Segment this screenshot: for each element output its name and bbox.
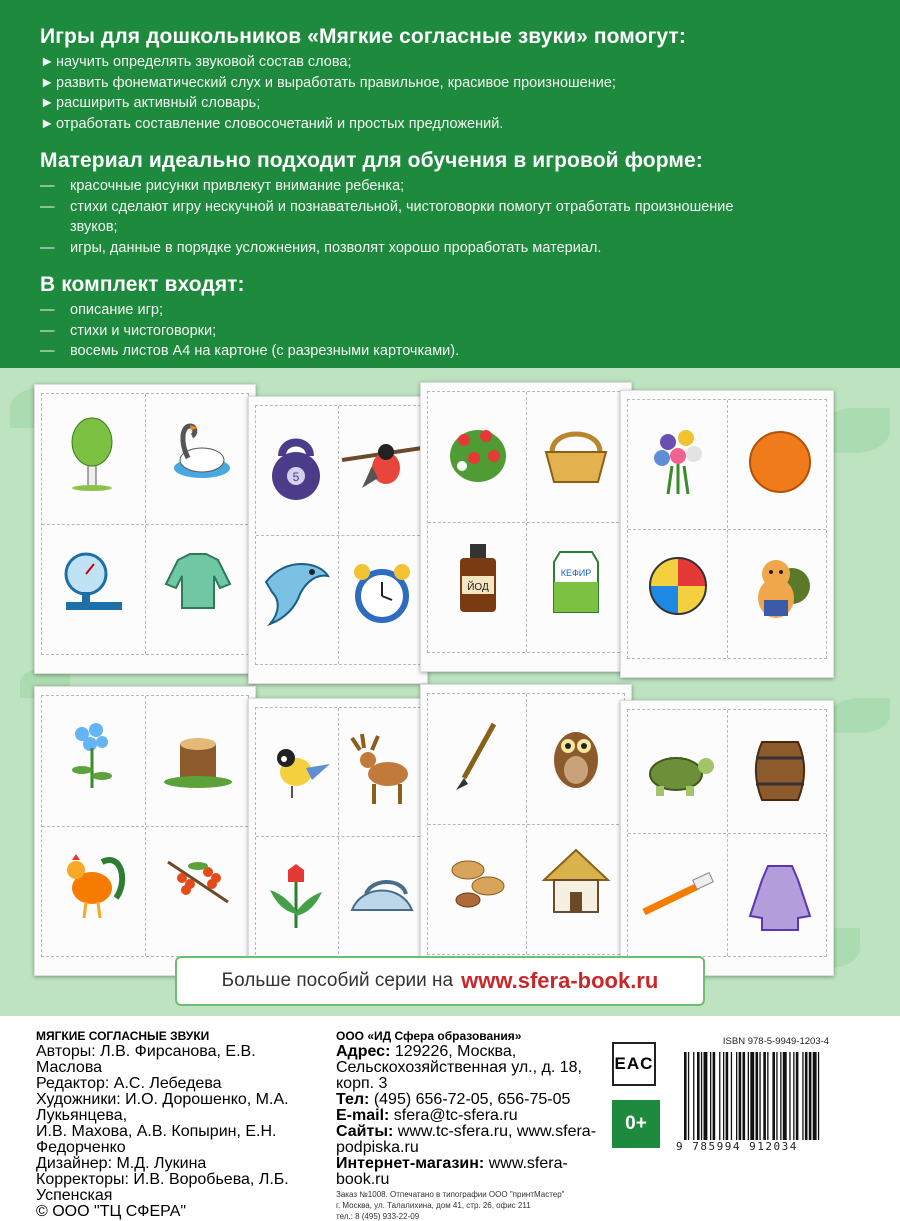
list-item: — описание игр; <box>40 302 164 318</box>
toothbrush-icon <box>633 851 723 941</box>
owl-icon <box>531 709 621 799</box>
info-panel <box>0 0 900 368</box>
list-item: — восемь листов А4 на картоне (с разрезными карточками). <box>40 343 460 359</box>
strawberry-plant-icon <box>433 407 523 497</box>
barrel-icon <box>735 725 825 815</box>
rowan-berries-icon <box>153 837 243 927</box>
publisher-phone: (495) 656-72-05, 656-75-05 <box>373 1091 571 1108</box>
forget-me-not-icon <box>47 709 137 799</box>
moose-icon <box>337 723 427 813</box>
orange-icon <box>735 415 825 505</box>
kefir-carton-icon <box>531 533 621 623</box>
print-info: г. Москва, ул. Талалихина, дом 41, стр. 26, офис 211 <box>336 1201 531 1210</box>
card-sheet <box>248 698 428 984</box>
list-item: — стихи и чистоговорки; <box>40 322 217 339</box>
publisher-address: Сельскохозяйственная ул., д. 18, корп. 3 <box>336 1059 582 1092</box>
card-sheet <box>620 390 834 678</box>
swan-icon <box>153 407 243 497</box>
card-sheet <box>248 396 428 684</box>
print-info: Заказ №1008. Отпечатано в типографии ООО "принтМастер" <box>336 1190 565 1199</box>
publisher-sites-link[interactable]: www.tc-sfera.ru, www.sfera-podpiska.ru <box>336 1123 597 1156</box>
publisher-shop-link[interactable]: www.sfera-book.ru <box>336 1155 568 1188</box>
publisher-title: ООО «ИД Сфера образования» <box>336 1029 522 1043</box>
website-banner[interactable] <box>175 956 705 1006</box>
card-sheet <box>420 684 632 974</box>
tree-stump-icon <box>153 709 243 799</box>
credits-line: Корректоры: И.В. Воробьева, Л.Б. Успенская <box>36 1171 289 1204</box>
copyright: © ООО "ТЦ СФЕРА" <box>36 1203 187 1220</box>
tulip-icon <box>251 849 341 939</box>
list-item: ► расширить активный словарь; <box>40 95 261 111</box>
flower-bouquet-icon <box>633 415 723 505</box>
credits-line: Художники: И.О. Дорошенко, М.А. Лукьянцева, <box>36 1091 289 1124</box>
birch-tree-icon <box>47 407 137 497</box>
eac-mark-icon: EAC <box>612 1042 656 1086</box>
peanuts-icon <box>433 835 523 925</box>
ball-icon <box>633 541 723 631</box>
svg-text:5: 5 <box>292 470 300 484</box>
section2-list <box>40 176 860 258</box>
alarm-clock-icon <box>337 547 427 637</box>
sweater-icon <box>153 535 243 625</box>
card-sheet <box>620 700 834 976</box>
hamster-icon <box>735 541 825 631</box>
banner-text: Больше пособий серии на <box>221 970 454 991</box>
section2-title: Материал идеально подходит для обучения в игровой форме: <box>40 149 703 172</box>
list-item: звуков; <box>70 219 118 235</box>
section3-title: В комплект входят: <box>40 273 245 296</box>
basket-icon <box>531 407 621 497</box>
list-item: ► отработать составление словосочетаний и простых предложений. <box>40 115 504 132</box>
kettlebell-icon <box>251 421 341 511</box>
print-info: тел.: 8 (495) 933-22-09 <box>336 1212 420 1221</box>
hut-icon <box>531 835 621 925</box>
iron-icon <box>337 849 427 939</box>
card-sheets-area <box>0 368 900 1016</box>
age-rating-badge: 0+ <box>612 1100 660 1148</box>
section1-list <box>40 52 860 134</box>
credits-column <box>36 1028 326 1220</box>
list-item: ► развить фонематический слух и выработать правильное, красивое произношение; <box>40 74 616 91</box>
rooster-icon <box>47 837 137 927</box>
credits-line: Редактор: А.С. Лебедева <box>36 1075 222 1092</box>
bullfinch-icon <box>337 421 427 511</box>
turtle-icon <box>633 725 723 815</box>
card-sheet <box>34 384 256 674</box>
card-sheet <box>420 382 632 672</box>
credits-line: Авторы: Л.В. Фирсанова, Е.В. Маслова <box>36 1043 256 1076</box>
barcode-number: 9 785994 912034 <box>676 1140 798 1153</box>
list-item: ► научить определять звуковой состав слова; <box>40 54 352 70</box>
banner-url-link[interactable]: www.sfera-book.ru <box>461 968 659 993</box>
dolphin-icon <box>251 547 341 637</box>
titmouse-icon <box>251 723 341 813</box>
section3-list <box>40 300 860 362</box>
coat-icon <box>735 851 825 941</box>
card-sheet <box>34 686 256 976</box>
publisher-column: ООО «ИД Сфера образования» Адрес: 129226, Москва, Сельскохозяйственная ул., д. 18, корп. 3 Тел: (495) 656-72-05, 656-75-05 E-mail: sfera@tc-sfera.ru Сайты: www.tc-sfera.ru, www.sfera-podpiska.ru Интернет-магазин: www.sfera-book.ru Заказ №1008. Отпечатано в типографии ООО "принтМастер" г. Москва, ул. Талалихина, дом 41, стр. 26, офис 211 тел.: 8 (495) 933-22-09 <box>336 1028 606 1221</box>
credits-line: Дизайнер: М.Д. Лукина <box>36 1155 207 1172</box>
scale-icon <box>47 535 137 625</box>
barcode-icon <box>680 1052 868 1140</box>
isbn-label: ISBN 978-5-9949-1203-4 <box>722 1036 830 1047</box>
svg-text:КЕФИР: КЕФИР <box>560 568 592 578</box>
paintbrush-icon <box>433 709 523 799</box>
list-item: — игры, данные в порядке усложнения, позволят хорошо проработать материал. <box>40 239 602 256</box>
section1-title: Игры для дошкольников «Мягкие согласные звуки» помогут: <box>40 25 686 48</box>
credits-title: МЯГКИЕ СОГЛАСНЫЕ ЗВУКИ <box>36 1029 210 1043</box>
iodine-bottle-icon <box>433 533 523 623</box>
list-item: — красочные рисунки привлекут внимание ребенка; <box>40 178 405 194</box>
list-item: — стихи сделают игру нескучной и познавательной, чистоговорки помогут отработать произношение <box>40 198 734 215</box>
svg-text:ЙОД: ЙОД <box>467 582 489 593</box>
credits-line: И.В. Махова, А.В. Копырин, Е.Н. Федорченко <box>36 1123 277 1156</box>
publisher-email-link[interactable]: sfera@tc-sfera.ru <box>393 1107 518 1124</box>
